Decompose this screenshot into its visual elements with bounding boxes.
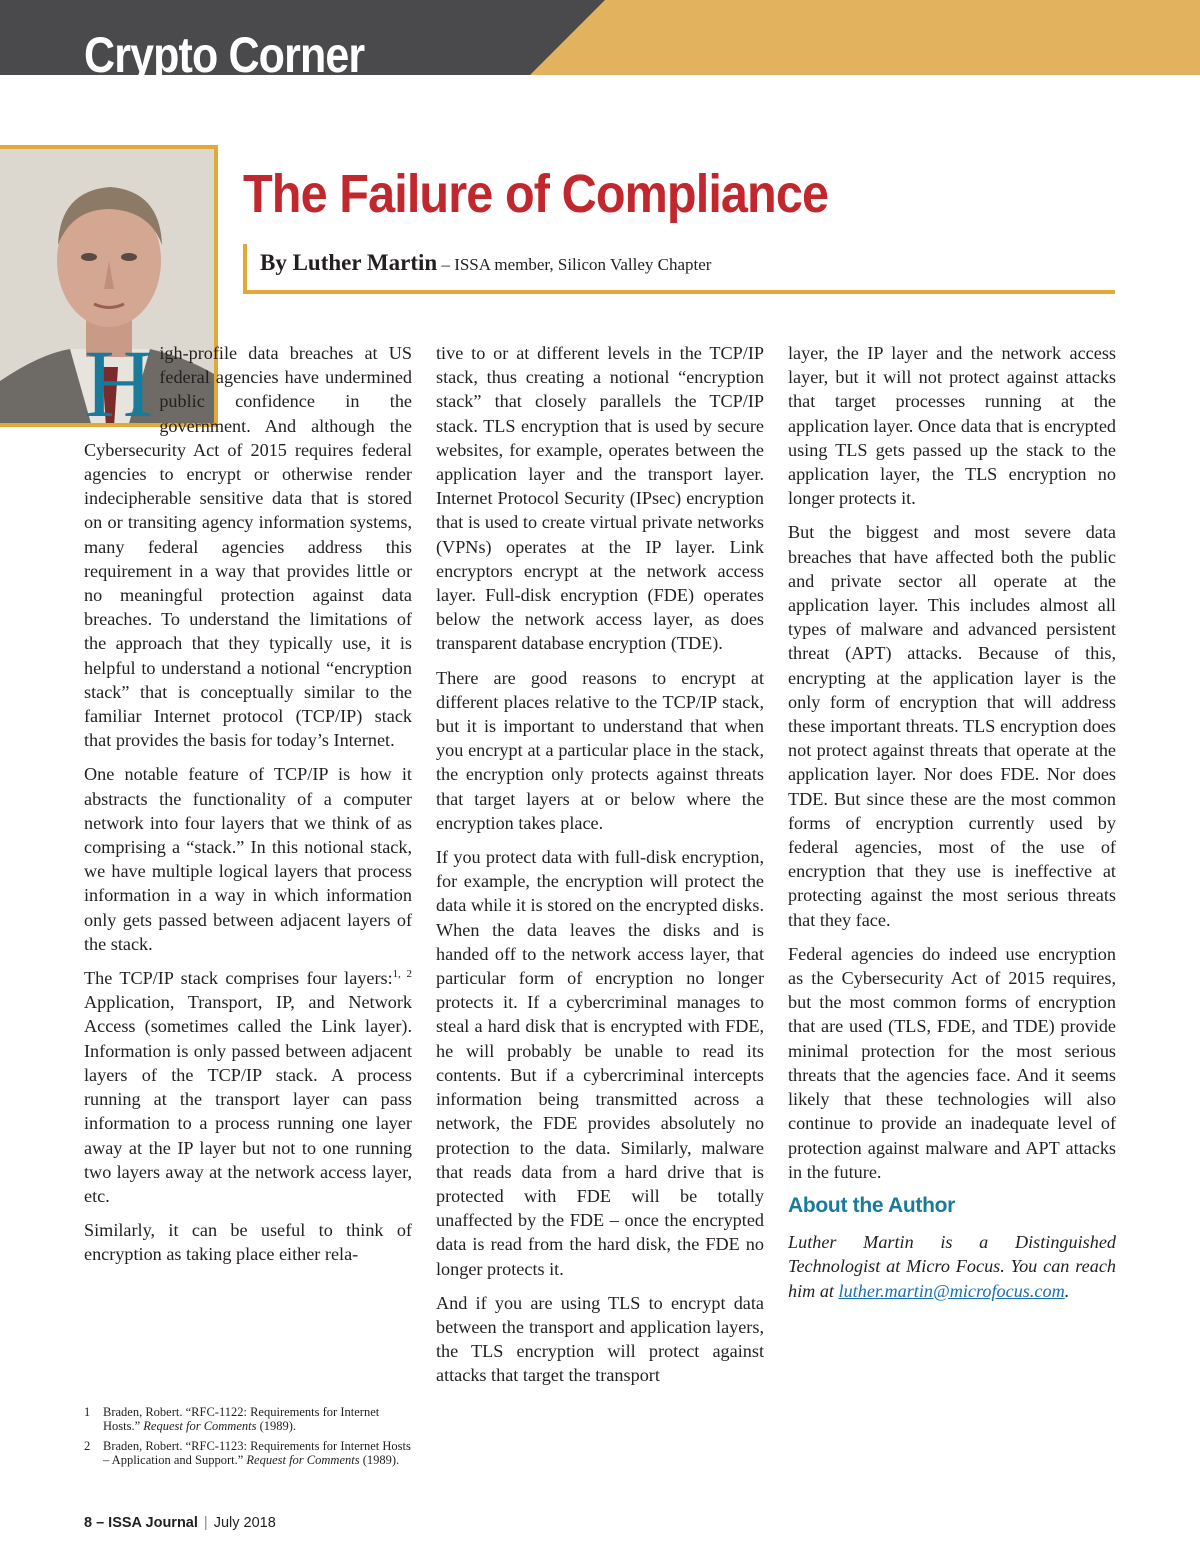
paragraph-4-continued: tive to or at different levels in the TCP/IP stack, thus creating a notional “encryption stack” that closely parallels the TCP/IP stack. TLS encryption that is used by secure websites, for example, operates between the application layer and the transport layer. Internet Protocol Security (IPsec) encryption that is used to create virtual private networks (VPNs) operates at the IP layer. Link encryptors encrypt at the network access layer. Full-disk encryption (FDE) operates below the network access layer, as does transparent database encryption (TDE). xyxy=(436,343,764,654)
article-column-1 xyxy=(84,330,413,1277)
byline-rule-horizontal xyxy=(243,290,1115,294)
byline-author: By Luther Martin xyxy=(260,250,438,275)
paragraph-8: But the biggest and most severe data breaches that have affected both the public and private sector all operate at the application layer. This includes almost all types of malware and advanced persistent threat (APT) attacks. Because of this, encrypting at the application layer is the only form of encryption that will address these important threats. TLS encryption does not protect against threats that operate at the application layer. Nor does FDE. Nor does TDE. But since these are the most common forms of encryption currently used by federal agencies, most of the use of encryption that they use is ineffective at protecting against the most serious threats that they face. xyxy=(788,522,1116,930)
about-author-heading: About the Author xyxy=(788,1193,956,1217)
paragraph-7-continued: layer, the IP layer and the network access layer, but it will not protect against attacks that target processes running at the application layer. Once data that is encrypted using TLS gets passed up the stack to the application layer, the TLS encryption no longer protects it. xyxy=(788,343,1116,509)
about-author-end: . xyxy=(1064,1280,1070,1301)
paragraph-7: And if you are using TLS to encrypt data between the transport and application layers, the TLS encryption will protect against attacks that target the transport xyxy=(436,1292,764,1386)
paragraph-6: If you protect data with full-disk encryption, for example, the encryption will protect the data while it is stored on the encrypted disks. When the data leaves the disks and is handed off to the network access layer, that particular form of encryption no longer protects it. If a cybercriminal manages to steal a hard disk that is encrypted with FDE, he will probably be unable to read its contents. But if a cybercriminal intercepts information being transmitted across a network, the FDE provides absolutely no protection to the data. Similarly, malware that reads data from a hard drive that is protected with FDE will be totally unaffected by the FDE – once the encrypted data is read from the hard disk, the FDE no longer protects it. xyxy=(436,847,764,1279)
issue-date: July 2018 xyxy=(213,1515,276,1531)
footnote-text xyxy=(103,1439,414,1467)
footnote-1 xyxy=(84,1405,414,1433)
paragraph-3-lead: The TCP/IP stack comprises four layers: xyxy=(84,968,393,989)
footnote-2-body: Braden, Robert. “RFC-1123: Requirements for Internet Hosts – Application and Support.” xyxy=(103,1439,411,1467)
footnote-2 xyxy=(84,1439,414,1467)
article-title: The Failure of Compliance xyxy=(243,164,829,224)
footnote-text xyxy=(103,1405,414,1433)
paragraph-intro-text: igh-profile data breaches at US federal agencies have undermined public confidence in the government. And although the Cybersecurity Act of 2015 requires federal agencies to encrypt or otherwise render indecipherable sensitive data that is stored on or transiting agency information systems, many federal agencies address this requirement in a way that provides little or no meaningful protection against data breaches. To understand the limitations of the approach that they typically use, it is helpful to understand a notional “encryption stack” that is conceptually similar to the familiar Internet protocol (TCP/IP) stack that provides the basis for today’s Internet. xyxy=(84,343,412,751)
footnote-refs: 1, 2 xyxy=(392,968,413,981)
photo-wrap-spacer xyxy=(0,341,84,485)
section-title: Crypto Corner xyxy=(84,27,365,83)
footnote-1-end: (1989). xyxy=(259,1419,297,1433)
byline xyxy=(260,250,711,276)
paragraph-3 xyxy=(84,966,412,1208)
footer-separator: | xyxy=(203,1515,208,1531)
page-footer xyxy=(84,1515,276,1531)
footnote-2-end: (1989). xyxy=(362,1453,400,1467)
author-email-link[interactable]: luther.martin@microfocus.com xyxy=(838,1280,1065,1301)
page-number-label: 8 – ISSA Journal xyxy=(84,1515,198,1531)
footnote-number: 1 xyxy=(84,1405,91,1419)
paragraph-5: There are good reasons to encrypt at different places relative to the TCP/IP stack, but it is important to understand that when you encrypt at a particular place in the stack, the encryption only protects against threats that target layers at or below where the encryption takes place. xyxy=(436,667,764,833)
paragraph-3-rest: Application, Transport, IP, and Network Access (sometimes called the Link layer). Information is only passed between adjacent layers of the TCP/IP stack. A process running at the transport layer can pass information to a process running one layer away at the IP layer but not to one running two layers away at the network access layer, etc. xyxy=(84,992,412,1206)
footnote-number: 2 xyxy=(84,1439,91,1453)
footnote-2-italic: Request for Comments xyxy=(246,1453,360,1467)
paragraph-intro xyxy=(84,330,412,752)
dropcap: H xyxy=(84,330,154,437)
about-author-text xyxy=(788,1230,1116,1303)
footnote-1-body: Braden, Robert. “RFC-1122: Requirements for Internet Hosts.” xyxy=(103,1405,380,1433)
footnotes xyxy=(84,1405,414,1473)
paragraph-4: Similarly, it can be useful to think of encryption as taking place either rela- xyxy=(84,1220,412,1265)
byline-affiliation: – ISSA member, Silicon Valley Chapter xyxy=(441,255,712,274)
footnote-1-italic: Request for Comments xyxy=(143,1419,257,1433)
article-column-2 xyxy=(436,341,764,1398)
paragraph-9: Federal agencies do indeed use encryption as the Cybersecurity Act of 2015 requires, but the most common forms of encryption that are used (TLS, FDE, and TDE) provide minimal protection for the most serious threats that the agencies face. And it seems likely that these technologies will also continue to provide an inadequate level of protection against malware and APT attacks in the future. xyxy=(788,943,1116,1182)
about-author-body: Luther Martin is a Distinguished Technologist at Micro Focus. You can reach him at xyxy=(788,1232,1116,1301)
byline-rule-vertical xyxy=(243,244,247,293)
article-column-3 xyxy=(788,341,1116,1313)
paragraph-2: One notable feature of TCP/IP is how it abstracts the functionality of a computer network into four layers that we think of as comprising a “stack.” In this notional stack, we have multiple logical layers that process information in a way in which information only gets passed between adjacent layers of the stack. xyxy=(84,764,412,954)
